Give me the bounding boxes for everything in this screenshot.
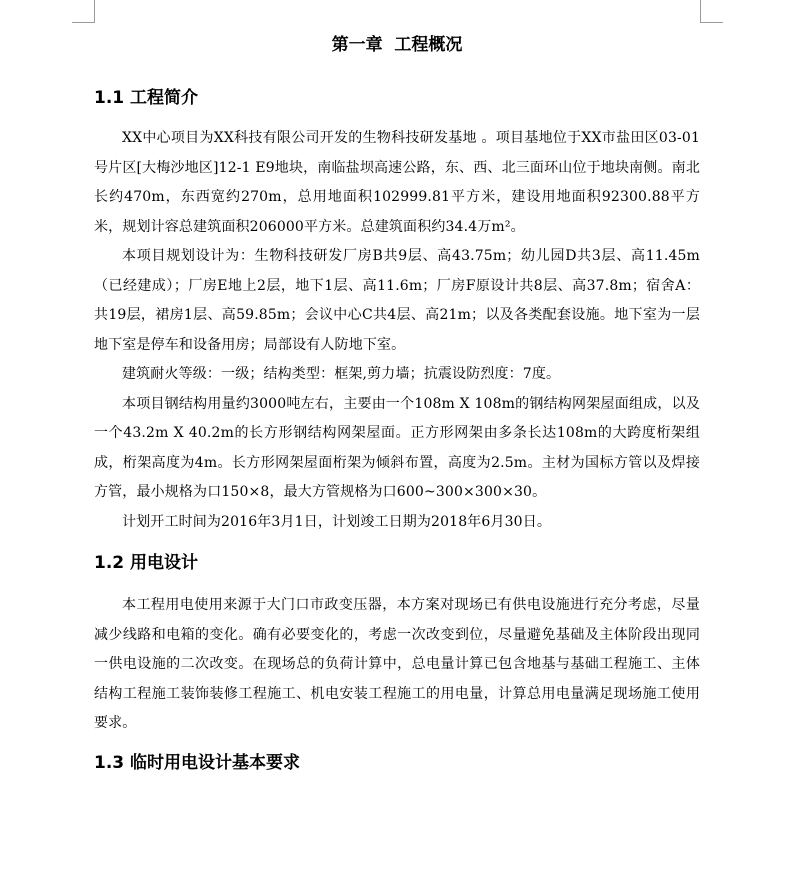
section-title-1-2: 1.2 用电设计 — [94, 553, 199, 573]
section-title-1-3: 1.3 临时用电设计基本要求 — [94, 752, 301, 773]
chapter-title: 第一章 工程概况 — [331, 35, 463, 55]
paragraph-project-intro: XX中心项目为XX科技有限公司开发的生物科技研发基地 。项目基地位于XX市盐田区03-01号片区[大梅沙地区]12-1 E9地块，南临盐坝高速公路，东、西、北三面环山位于地块南侧。南北长约470m，东西宽约270m，总用地面积102999.81平方米，建设用地面积92300.88平方米，规划计容总建筑面积206000平方米。总建筑面积约34.4万m²。 — [94, 130, 700, 235]
paragraph-power-design: 本工程用电使用来源于大门口市政变压器，本方案对现场已有供电设施进行充分考虑，尽量减少线路和电箱的变化。确有必要变化的，考虑一次改变到位，尽量避免基础及主体阶段出现同一供电设施的二次改变。在现场总的负荷计算中，总电量计算已包含地基与基础工程施工、主体结构工程施工装饰装修工程施工、机电安装工程施工的用电量，计算总用电量满足现场施工使用要求。 — [94, 597, 700, 731]
paragraph-fire-rating: 建筑耐火等级：一级；结构类型：框架,剪力墙；抗震设防烈度：7度。 — [122, 366, 561, 382]
paragraph-schedule: 计划开工时间为2016年3月1日，计划竣工日期为2018年6月30日。 — [122, 513, 552, 530]
paragraph-planning-design: 本项目规划设计为：生物科技研发厂房B共9层、高43.75m；幼儿园D共3层、高11.45m（已经建成）；厂房E地上2层，地下1层、高11.6m；厂房F原设计共8层、高37.8m；宿舍A：共19层，裙房1层、高59.85m；会议中心C共4层、高21m；以及各类配套设施。地下室为一层地下室是停车和设备用房；局部设有人防地下室。 — [94, 248, 700, 353]
page-content — [94, 30, 700, 789]
paragraph-steel-structure: 本项目钢结构用量约3000吨左右，主要由一个108m X 108m的钢结构网架屋面组成，以及一个43.2m X 40.2m的长方形钢结构网架屋面。正方形网架由多条长达108m的大跨度桁架组成，桁架高度为4m。长方形网架屋面桁架为倾斜布置，高度为2.5m。主材为国标方管以及焊接方管，最小规格为口150×8，最大方管规格为口600~300×300×30。 — [94, 395, 700, 500]
margin-mark-top-left — [72, 0, 95, 23]
margin-mark-top-right — [700, 0, 723, 23]
section-title-1-1: 1.1 工程简介 — [94, 88, 199, 108]
